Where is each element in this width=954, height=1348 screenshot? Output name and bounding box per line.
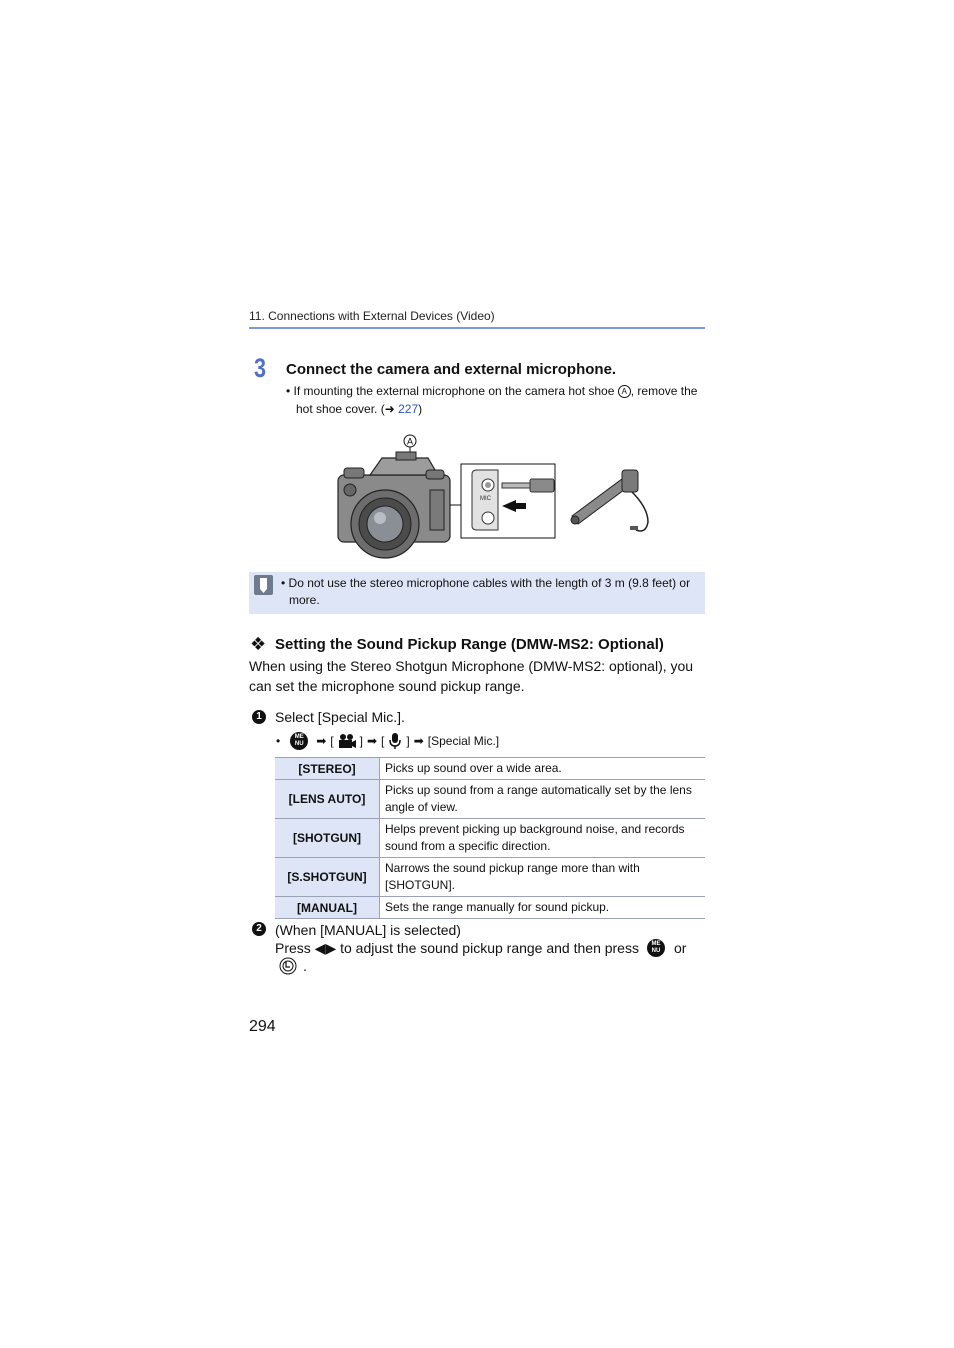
video-menu-icon [338,733,356,749]
menu-set-button-icon[interactable]: ME NU [290,732,308,750]
options-table [275,757,705,919]
page-number: 294 [249,1018,276,1035]
touch-press-icon[interactable] [279,957,297,975]
camera-icon [338,452,450,558]
option-key: [S.SHOTGUN] [275,858,380,897]
option-key: [SHOTGUN] [275,819,380,858]
option-description: Picks up sound over a wide area. [380,758,706,780]
menu-path: • ME NU ➡ [ ] ➡ [ ] ➡ [Special Mic.] [276,734,500,748]
page-link[interactable]: 227 [398,402,419,416]
step2-number-icon: 2 [252,922,266,936]
bullet-hot-shoe-line2: hot shoe cover. (➜ 227) [296,402,423,416]
section-intro: When using the Stereo Shotgun Microphone (DMW-MS2: optional), you can set the microphone sound pickup range. [249,658,694,694]
option-description: Narrows the sound pickup range more than with [SHOTGUN]. [380,858,706,897]
figure-label-a: A [406,436,414,447]
marker-a-icon: A [618,385,631,398]
header-rule [249,327,705,329]
step-number: 3 [254,353,267,383]
table-row [275,819,705,858]
option-key: [STEREO] [275,758,380,780]
step1-text: Select [Special Mic.]. [275,709,405,725]
option-description: Picks up sound from a range automatically set by the lens angle of view. [380,780,706,819]
table-row [275,758,705,780]
step-title: Connect the camera and external microphone. [286,361,617,378]
microphone-menu-icon [388,732,402,750]
menu-set-button-icon[interactable]: ME NU [647,939,665,957]
step2-line2: Press ◀▶ to adjust the sound pickup range and then press ME NU or [275,940,687,956]
table-row [275,897,705,919]
table-row [275,780,705,819]
microphone-icon [571,470,648,531]
arrow-icon: ➡ [413,734,424,748]
table-row [275,858,705,897]
step2-line1: (When [MANUAL] is selected) [275,922,461,938]
option-key: [LENS AUTO] [275,780,380,819]
step1-number-icon: 1 [252,710,266,724]
option-key: [MANUAL] [275,897,380,919]
chapter-header: 11. Connections with External Devices (Video) [249,309,495,323]
mic-jack-label: MIC [480,496,491,502]
section-title: Setting the Sound Pickup Range (DMW-MS2: Optional) [275,636,664,653]
option-description: Sets the range manually for sound pickup. [380,897,706,919]
arrow-icon: ➡ [316,734,327,748]
camera-microphone-illustration [330,430,670,562]
bullet-hot-shoe: • If mounting the external microphone on the camera hot shoe A , remove the [286,384,698,398]
arrow-icon: ➡ [366,734,378,748]
note-pencil-icon [254,575,273,595]
arrow-icon: ➜ [384,402,395,416]
section-symbol-icon: ❖ [250,634,267,654]
step2-line3: . [279,957,307,975]
option-description: Helps prevent picking up background noise, and records sound from a specific direction. [380,819,706,858]
note-text: • Do not use the stereo microphone cables with the length of 3 m (9.8 feet) or more. [281,576,691,607]
menu-item-special-mic[interactable]: [Special Mic.] [427,734,500,748]
